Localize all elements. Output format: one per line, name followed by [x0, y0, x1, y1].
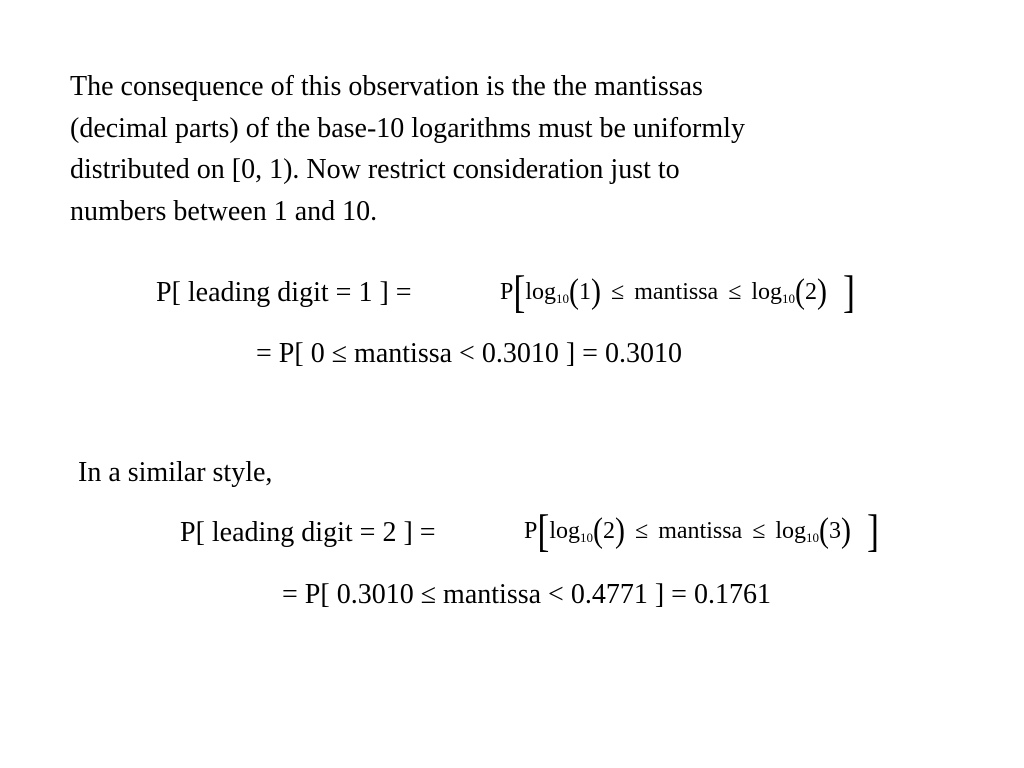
- eq1-le-b: ≤: [728, 279, 742, 305]
- eq1-log-a: log: [525, 279, 557, 305]
- eq2-base-b: 10: [806, 530, 820, 545]
- eq2-mantissa: mantissa: [658, 518, 743, 544]
- eq2-le-a: ≤: [635, 518, 649, 544]
- eq2-left-bracket: [: [537, 506, 550, 556]
- eq1-result: = P[ 0 ≤ mantissa < 0.3010 ] = 0.3010: [256, 338, 682, 369]
- eq1-arg-a: 1: [579, 279, 592, 305]
- similar-style-text: In a similar style,: [78, 457, 273, 488]
- eq2-log-b: log: [775, 518, 807, 544]
- intro-line: The consequence of this observation is the the mantissas: [70, 71, 703, 102]
- eq1-base-b: 10: [782, 291, 796, 306]
- eq1-base-a: 10: [556, 291, 570, 306]
- eq2-result: = P[ 0.3010 ≤ mantissa < 0.4771 ] = 0.1761: [282, 579, 771, 610]
- eq1-log-b: log: [751, 279, 783, 305]
- eq2-le-b: ≤: [752, 518, 766, 544]
- intro-line: numbers between 1 and 10.: [70, 195, 378, 227]
- eq1-right-bracket: ]: [843, 267, 856, 317]
- eq2-right-bracket: ]: [867, 506, 880, 556]
- intro-line: (decimal parts) of the base-10 logarithms must be uniformly: [70, 112, 745, 144]
- eq2-arg-a: 2: [603, 518, 616, 544]
- eq1-prob-symbol: P: [500, 279, 514, 305]
- eq2-base-a: 10: [580, 530, 594, 545]
- eq1-left-bracket: [: [513, 267, 526, 317]
- eq1-arg-b: 2: [805, 279, 818, 305]
- eq1-lhs: P[ leading digit = 1 ] =: [156, 277, 412, 308]
- eq2-formula: P [ log 10 ( 2 ) ≤ mantissa ≤ log 10 ( 3 ) ]: [524, 509, 879, 553]
- eq1-formula: P [ log 10 ( 1 ) ≤ mantissa ≤ log 10 ( 2 ) ]: [500, 270, 855, 314]
- intro-line: distributed on [0, 1). Now restrict consideration just to: [70, 154, 680, 185]
- eq1-le-a: ≤: [611, 279, 625, 305]
- eq2-log-a: log: [549, 518, 581, 544]
- intro-paragraph: [70, 66, 745, 232]
- eq1-mantissa: mantissa: [634, 279, 719, 305]
- eq2-lhs: P[ leading digit = 2 ] =: [180, 517, 436, 548]
- eq2-arg-b: 3: [829, 518, 842, 544]
- eq2-prob-symbol: P: [524, 518, 538, 544]
